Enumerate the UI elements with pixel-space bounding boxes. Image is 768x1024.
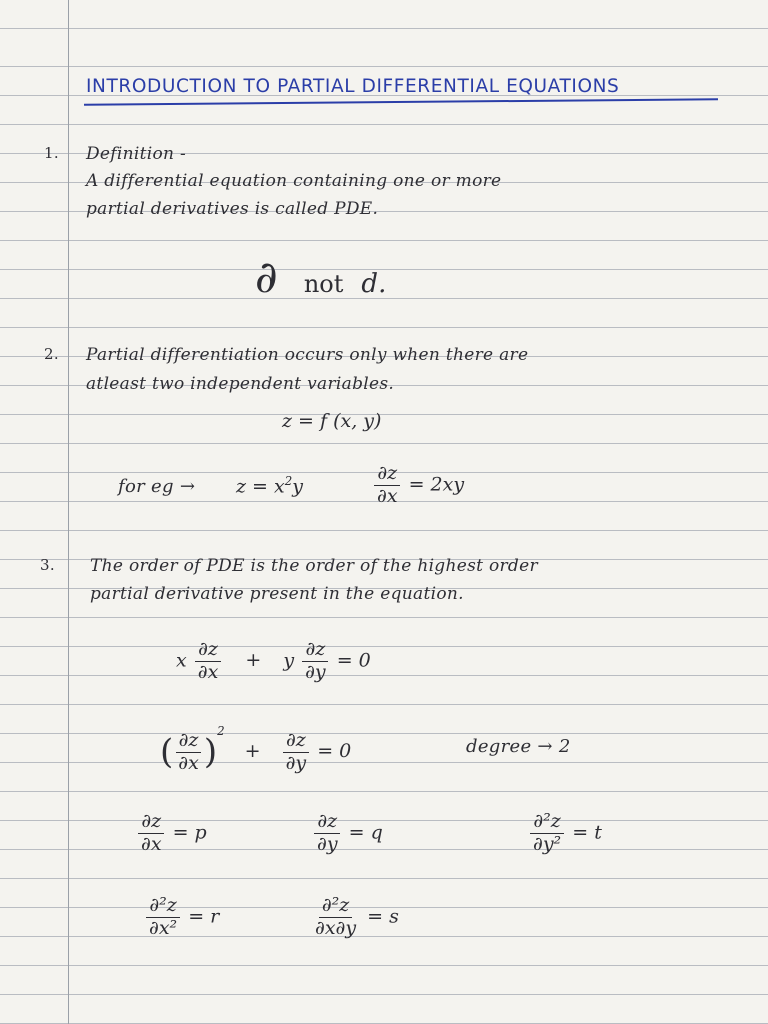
- notation-r: [144, 896, 219, 939]
- example-eq-tail: y: [292, 475, 303, 498]
- example-derivative: [372, 464, 464, 507]
- eq1-result: = 0: [336, 649, 371, 672]
- notation-s: [310, 896, 399, 939]
- partial-symbol-note: [255, 252, 387, 303]
- section2-line2: atleast two independent variables.: [86, 374, 395, 394]
- eq1-plus: +: [245, 649, 262, 672]
- fraction-denominator: ∂y²: [533, 832, 562, 855]
- fraction-numerator: ∂z: [302, 640, 328, 662]
- notation-symbol: = r: [188, 905, 220, 928]
- section3-line2: partial derivative present in the equation.: [90, 584, 464, 604]
- notation-symbol: = q: [348, 821, 383, 844]
- fraction-denominator: ∂x²: [149, 916, 178, 939]
- symbol-note: not: [303, 270, 344, 298]
- fraction-denominator: ∂x: [178, 751, 199, 774]
- section1-line1: A differential equation containing one or more: [86, 171, 502, 191]
- notation-symbol: = s: [367, 905, 399, 928]
- example-fraction: [374, 464, 401, 507]
- eq2-power: 2: [217, 724, 225, 738]
- partial-symbol: ∂: [255, 252, 278, 303]
- symbol-d: d.: [361, 269, 387, 299]
- example-label: for eg →: [118, 476, 196, 497]
- fraction-numerator: ∂²z: [530, 812, 563, 834]
- notation-q: [312, 812, 383, 855]
- fraction-denominator: ∂x: [377, 484, 398, 507]
- function-definition: z = f (x, y): [282, 410, 382, 432]
- section1-heading: Definition -: [86, 144, 187, 164]
- equation-degree-two: ( $\frac{\partial z}{\partial x}$ )$^2$ + $\frac{\partial z}{\partial y}$ = 0: [160, 724, 352, 774]
- example-eq-exp: 2: [284, 474, 293, 488]
- eq1-fraction-x: [195, 640, 222, 683]
- eq2-fraction-y: [283, 728, 310, 774]
- fraction-denominator: ∂x: [197, 660, 219, 683]
- section3-number: 3.: [40, 556, 55, 574]
- fraction-numerator: ∂²z: [319, 896, 352, 918]
- fraction-numerator: ∂z: [314, 812, 340, 834]
- fraction-denominator: ∂x: [141, 832, 162, 855]
- example-equation: [236, 474, 303, 497]
- example-eq-base: z = x: [236, 475, 285, 498]
- eq2-fraction-x: [175, 728, 202, 774]
- notation-symbol: = t: [572, 821, 602, 844]
- notation-p: [136, 812, 207, 855]
- fraction-numerator: ∂z: [176, 731, 202, 753]
- eq1-coef-y: y: [283, 649, 295, 672]
- fraction-denominator: ∂y: [285, 751, 307, 774]
- equation-first-order: [176, 640, 371, 683]
- notation-t: [528, 812, 602, 855]
- eq2-result: = 0: [317, 740, 352, 762]
- fraction-numerator: ∂²z: [146, 896, 179, 918]
- fraction-denominator: ∂y: [317, 832, 338, 855]
- eq1-fraction-y: [302, 640, 329, 683]
- eq1-coef-x: x: [176, 649, 187, 672]
- section3-line1: The order of PDE is the order of the highest order: [90, 556, 538, 576]
- fraction-denominator: ∂x∂y: [315, 916, 357, 939]
- section1-line2: partial derivatives is called PDE.: [86, 199, 379, 219]
- fraction-denominator: ∂y: [305, 660, 326, 683]
- fraction-numerator: ∂z: [138, 812, 164, 834]
- notation-symbol: = p: [172, 821, 207, 844]
- degree-note: degree → 2: [466, 736, 571, 757]
- fraction-numerator: ∂z: [195, 640, 221, 662]
- section1-number: 1.: [44, 144, 59, 162]
- fraction-numerator: ∂z: [374, 464, 400, 486]
- section2-line1: Partial differentiation occurs only when there are: [86, 345, 529, 365]
- margin-line: [68, 0, 69, 1024]
- derivative-result: = 2xy: [408, 473, 465, 496]
- eq2-plus: +: [244, 740, 261, 762]
- section2-number: 2.: [44, 345, 59, 363]
- fraction-numerator: ∂z: [283, 731, 309, 753]
- title-underline: [84, 98, 718, 105]
- page-title: INTRODUCTION TO PARTIAL DIFFERENTIAL EQUATIONS: [86, 76, 620, 97]
